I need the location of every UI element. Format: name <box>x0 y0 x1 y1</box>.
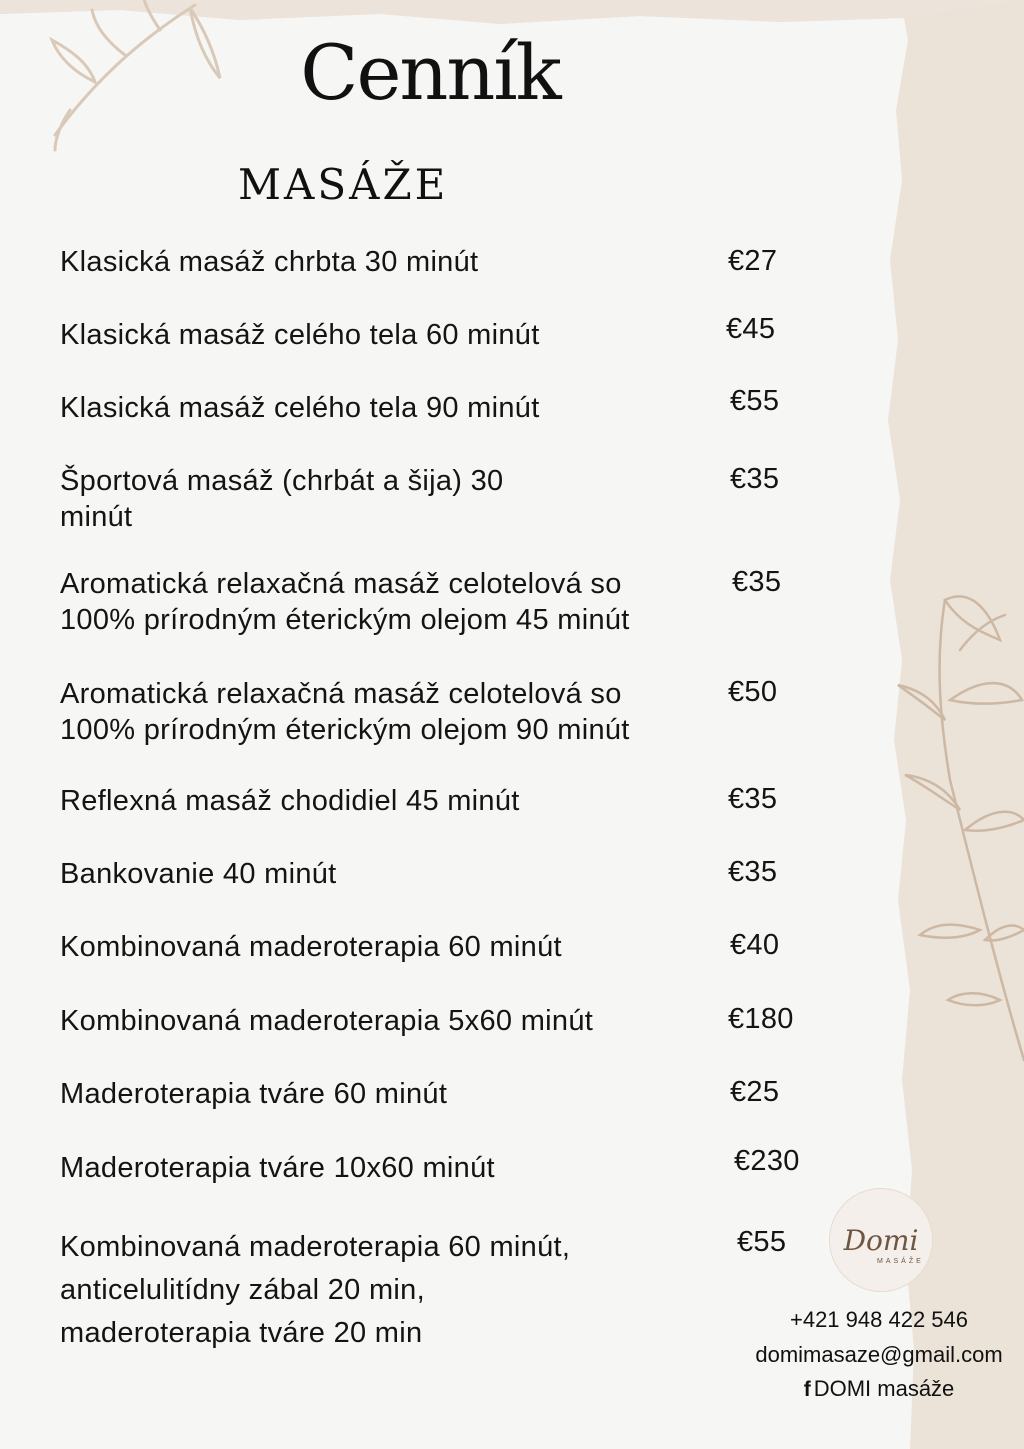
service-price: €40 <box>730 929 780 961</box>
service-price: €35 <box>732 566 782 598</box>
service-name: Kombinovaná maderoterapia 5x60 minút <box>60 1005 594 1037</box>
service-price: €35 <box>730 463 780 495</box>
service-price: €35 <box>728 856 778 888</box>
logo-subtitle: MASÁŽE <box>877 1258 924 1265</box>
contact-email: domimasaze@gmail.com <box>755 1342 1003 1367</box>
service-name: Aromatická relaxačná masáž celotelová so 100% prírodným éterickým olejom 90 minút <box>60 678 630 746</box>
section-title: MASÁŽE <box>238 160 449 209</box>
facebook-name: DOMI masáže <box>813 1376 955 1401</box>
service-name: Reflexná masáž chodidiel 45 minút <box>60 785 520 817</box>
service-name: Športová masáž (chrbát a šija) 30 minút <box>60 465 504 533</box>
service-price: €55 <box>730 385 780 417</box>
logo <box>829 1188 933 1292</box>
service-price: €180 <box>728 1003 794 1035</box>
service-name: Bankovanie 40 minút <box>60 858 337 890</box>
service-name: Maderoterapia tváre 60 minút <box>60 1078 448 1110</box>
service-name: Klasická masáž celého tela 90 minút <box>60 392 540 424</box>
service-price: €35 <box>728 783 778 815</box>
service-name: Klasická masáž celého tela 60 minút <box>60 319 540 351</box>
contact-phone: +421 948 422 546 <box>789 1307 968 1332</box>
logo-name: Domi <box>843 1224 919 1257</box>
page-title: Cenník <box>300 28 560 117</box>
service-name: Kombinovaná maderoterapia 60 minút, anticelulitídny zábal 20 min, maderoterapia tváre 20 min <box>60 1231 571 1349</box>
service-name: Klasická masáž chrbta 30 minút <box>60 246 479 278</box>
service-name: Maderoterapia tváre 10x60 minút <box>60 1152 495 1184</box>
service-price: €45 <box>726 313 776 345</box>
contact-facebook <box>740 1376 1018 1402</box>
service-price: €230 <box>734 1145 800 1177</box>
service-price: €25 <box>730 1076 780 1108</box>
service-name: Kombinovaná maderoterapia 60 minút <box>60 931 562 963</box>
service-name: Aromatická relaxačná masáž celotelová so 100% prírodným éterickým olejom 45 minút <box>60 568 630 636</box>
service-price: €55 <box>737 1226 787 1258</box>
service-price: €27 <box>728 245 778 277</box>
facebook-icon: f <box>803 1378 811 1401</box>
leaf-decoration-right <box>898 596 1024 1060</box>
service-price: €50 <box>728 676 778 708</box>
